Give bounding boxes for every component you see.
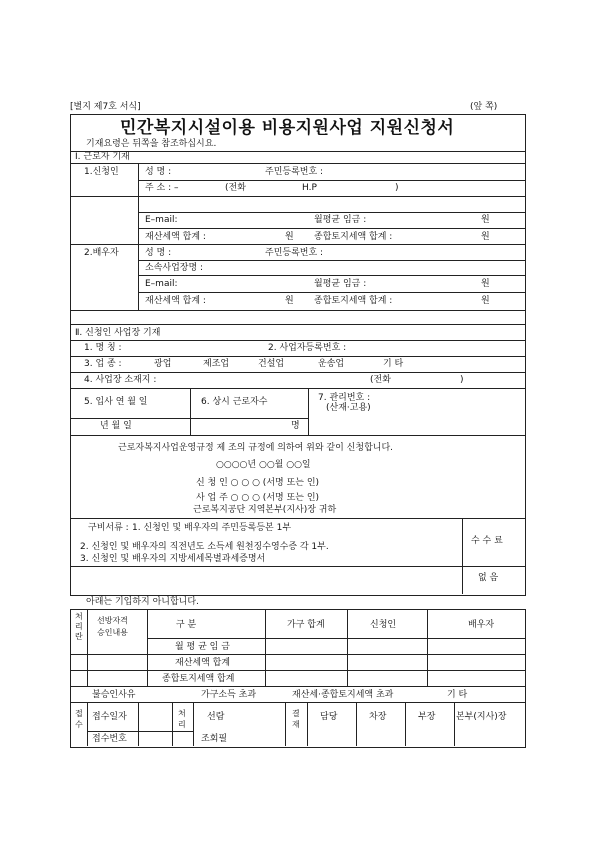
handler-label-char: 리 bbox=[178, 720, 186, 729]
proc-label-char: 리 bbox=[75, 622, 83, 631]
handler-label-char: 처 bbox=[178, 709, 186, 718]
employer-signature[interactable]: 사 업 주 ○ ○ ○ (서명 또는 인) bbox=[196, 493, 320, 503]
recipient-line: 근로복지공단 지역본부(지사)장 귀하 bbox=[193, 505, 337, 515]
approver-header: 본부(지사)장 bbox=[456, 712, 507, 722]
approval-label-char: 재 bbox=[292, 720, 300, 729]
won-unit: 원 bbox=[481, 232, 490, 242]
form-title: 민간복지시설이용 비용지원사업 지원신청서 bbox=[120, 118, 455, 138]
won-unit: 원 bbox=[481, 215, 490, 225]
office-row-label: 재산세액 합계 bbox=[175, 658, 231, 668]
documents-label: 구비서류 : bbox=[88, 523, 129, 533]
section1-heading: Ⅰ. 근로자 기재 bbox=[75, 152, 130, 162]
spouse-header: 배우자 bbox=[468, 620, 495, 630]
spouse-name[interactable]: 성 명 : bbox=[145, 248, 172, 258]
business-reg-no[interactable]: 2. 사업자등록번호 : bbox=[268, 343, 347, 353]
spouse-rrn[interactable]: 주민등록번호 : bbox=[265, 248, 324, 258]
approver-header: 담당 bbox=[320, 712, 338, 722]
reject-reason-label: 불승인사유 bbox=[92, 690, 136, 700]
declaration-date: ○○○○년 ○○월 ○○일 bbox=[216, 460, 311, 470]
proc-label-char: 란 bbox=[75, 632, 83, 641]
fee-value: 없 음 bbox=[478, 573, 499, 583]
receipt-label-char: 수 bbox=[75, 720, 83, 729]
document-item: 2. 신청인 및 배우자의 직전년도 소득세 원천징수영수증 각 1부. bbox=[80, 542, 329, 552]
applicant-address[interactable]: 주 소 : – bbox=[145, 183, 179, 193]
industry-option[interactable]: 운송업 bbox=[318, 359, 345, 369]
applicant-avg-wage[interactable]: 월평균 임금 : bbox=[314, 215, 367, 225]
workplace-address[interactable]: 4. 사업장 소재지 : bbox=[84, 375, 157, 385]
won-unit: 원 bbox=[481, 296, 490, 306]
industry-option[interactable]: 광업 bbox=[154, 359, 172, 369]
office-row-label: 종합토지세액 합계 bbox=[162, 674, 235, 684]
spouse-email[interactable]: E–mail: bbox=[145, 279, 178, 289]
approver-header: 차장 bbox=[369, 712, 387, 722]
applicant-hp[interactable]: H.P bbox=[302, 183, 317, 193]
workplace-name[interactable]: 1. 명 칭 : bbox=[84, 343, 122, 353]
applicant-signature[interactable]: 신 청 인 ○ ○ ○ (서명 또는 인) bbox=[196, 478, 320, 488]
applicant-property-tax[interactable]: 재산세액 합계 : bbox=[145, 232, 206, 242]
industry-label: 3. 업 종 : bbox=[84, 359, 122, 369]
qual-label: 선방자격 bbox=[97, 616, 128, 625]
form-number: [별지 제7호 서식] bbox=[70, 102, 141, 112]
industry-option[interactable]: 건설업 bbox=[258, 359, 285, 369]
gubun-header: 구 분 bbox=[176, 620, 197, 630]
section2-heading: Ⅱ. 신청인 사업장 기재 bbox=[75, 328, 161, 338]
spouse-property-tax[interactable]: 재산세액 합계 : bbox=[145, 296, 206, 306]
applicant-phone[interactable]: (전화 bbox=[225, 183, 246, 193]
spouse-label: 2.배우자 bbox=[84, 248, 119, 258]
proc-label-char: 처 bbox=[75, 612, 83, 621]
applicant-rrn[interactable]: 주민등록번호 : bbox=[265, 167, 324, 177]
reject-option[interactable]: 재산세·종합토지세액 초과 bbox=[292, 690, 394, 700]
household-header: 가구 합계 bbox=[287, 620, 325, 630]
workers-unit: 명 bbox=[291, 421, 300, 431]
spouse-avg-wage[interactable]: 월평균 임금 : bbox=[314, 279, 367, 289]
applicant-name[interactable]: 성 명 : bbox=[145, 167, 172, 177]
receipt-no-label: 접수번호 bbox=[92, 734, 127, 744]
won-unit: 원 bbox=[481, 279, 490, 289]
approval-label-char: 결 bbox=[292, 709, 300, 718]
mgmt-no-sub: (산재·고용) bbox=[326, 403, 371, 413]
mgmt-no-label[interactable]: 7. 관리번호 : bbox=[318, 393, 371, 403]
office-use-note: 아래는 기입하지 아니합니다. bbox=[86, 597, 199, 607]
applicant-hp-close: ) bbox=[395, 183, 399, 193]
instructions-note: 기재요령은 뒤쪽을 참조하십시요. bbox=[86, 139, 217, 149]
office-row-label: 월 평 균 임 금 bbox=[175, 642, 230, 652]
spouse-workplace[interactable]: 소속사업장명 : bbox=[145, 263, 204, 273]
checker-label: 조회필 bbox=[201, 734, 228, 744]
applicant-header: 신청인 bbox=[370, 620, 397, 630]
workplace-phone[interactable]: (전화 bbox=[370, 375, 391, 385]
declaration-text: 근로자복지사업운영규정 제 조의 규정에 의하여 위와 같이 신청합니다. bbox=[118, 443, 394, 453]
won-unit: 원 bbox=[285, 296, 294, 306]
won-unit: 원 bbox=[285, 232, 294, 242]
industry-option[interactable]: 제조업 bbox=[203, 359, 230, 369]
applicant-land-tax[interactable]: 종합토지세액 합계 : bbox=[314, 232, 393, 242]
receipt-label-char: 접 bbox=[75, 709, 83, 718]
person-label: 선람 bbox=[207, 712, 225, 722]
spouse-land-tax[interactable]: 종합토지세액 합계 : bbox=[314, 296, 393, 306]
join-date-label: 5. 입사 연 월 일 bbox=[84, 397, 148, 407]
join-date-value[interactable]: 년 월 일 bbox=[100, 421, 132, 431]
workplace-phone-close: ) bbox=[460, 375, 464, 385]
approver-header: 부장 bbox=[418, 712, 436, 722]
qual-label: 승인내용 bbox=[97, 628, 128, 637]
industry-option[interactable]: 기 타 bbox=[383, 359, 404, 369]
document-item: 1. 신청인 및 배우자의 주민등록등본 1부 bbox=[132, 523, 292, 533]
fee-label: 수 수 료 bbox=[471, 536, 503, 546]
workers-label: 6. 상시 근로자수 bbox=[201, 397, 268, 407]
applicant-label: 1.신청인 bbox=[84, 167, 119, 177]
receipt-date-label: 접수일자 bbox=[92, 712, 127, 722]
applicant-email[interactable]: E–mail: bbox=[145, 215, 178, 225]
reject-option[interactable]: 기 타 bbox=[447, 690, 468, 700]
page-side-label: (앞 쪽) bbox=[470, 102, 498, 112]
document-item: 3. 신청인 및 배우자의 지방세세목별과세증명서 bbox=[80, 554, 266, 564]
reject-option[interactable]: 가구소득 초과 bbox=[201, 690, 257, 700]
